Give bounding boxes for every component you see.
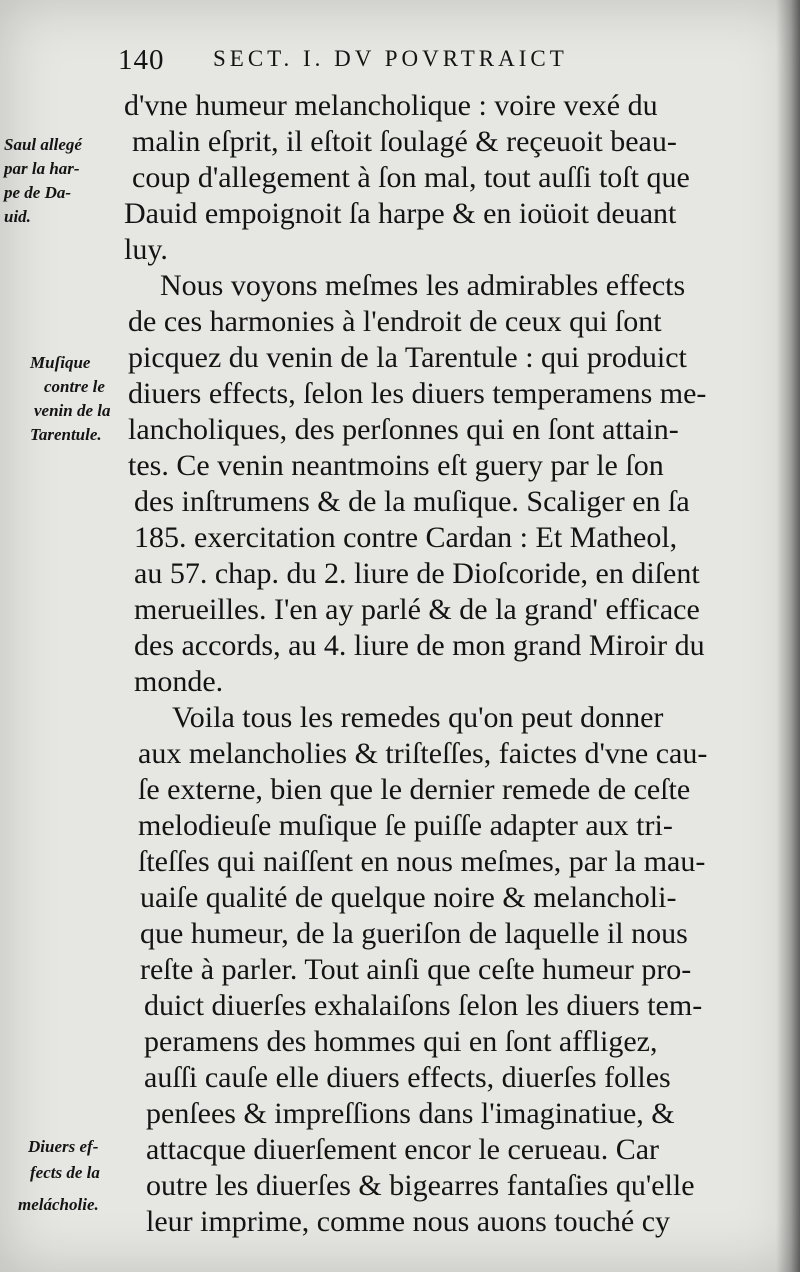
margin-note-saul: Saul allegé [4,135,82,154]
text-line: merueilles. I'en ay parlé & de la grand' efficace [134,593,700,626]
text-line: reſte à parler. Tout ainſi que ceſte humeur pro- [140,953,692,986]
margin-note-musique: contre le [44,377,105,396]
text-line: des inſtrumens & de la muſique. Scaliger en ſa [134,485,690,518]
text-line: ſe externe, bien que le dernier remede de ceſte [138,773,691,806]
text-line: Dauid empoignoit ſa harpe & en ioüoit deuant [124,197,677,230]
text-line: outre les diuerſes & bigearres fantaſies qu'elle [146,1169,695,1202]
margin-note-saul: uid. [4,207,31,226]
text-line: que humeur, de la gueriſon de laquelle il nous [140,917,688,950]
margin-note-musique: venin de la [34,401,111,420]
text-line: Nous voyons meſmes les admirables effects [160,269,686,302]
text-line: attacque diuerſement encor le cerueau. Car [146,1133,660,1166]
margin-note-saul: par la har- [4,159,80,178]
text-line: picquez du venin de la Tarentule : qui produict [128,341,687,374]
text-line: auſſi cauſe elle diuers effects, diuerſes folles [144,1061,671,1094]
text-line: melodieuſe muſique ſe puiſſe adapter aux tri- [138,809,673,842]
text-line: au 57. chap. du 2. liure de Dioſcoride, en diſent [134,557,700,590]
text-line: ſteſſes qui naiſſent en nous meſmes, par la mau- [138,845,706,878]
text-line: uaiſe qualité de quelque noire & melancholi- [140,881,677,914]
text-line: penſees & impreſſions dans l'imaginatiue, & [146,1097,675,1130]
text-line: monde. [134,665,224,698]
text-line: lancholiques, des perſonnes qui en ſont attain- [128,413,679,446]
text-line: d'vne humeur melancholique : voire vexé du [124,89,658,122]
text-line: diuers effects, ſelon les diuers temperamens me- [128,377,707,410]
margin-note-diuers: Diuers ef- [28,1137,99,1156]
text-line: luy. [124,233,168,266]
text-line: Voila tous les remedes qu'on peut donner [172,701,664,734]
text-line: 185. exercitation contre Cardan : Et Matheol, [134,521,678,554]
text-line: peramens des hommes qui en ſont affligez, [144,1025,658,1058]
margin-note-diuers: fects de la [30,1163,100,1182]
text-line: tes. Ce venin neantmoins eſt guery par le ſon [128,449,664,482]
page-edge-shadow [776,0,800,1272]
text-line: de ces harmonies à l'endroit de ceux qui ſont [128,305,662,338]
text-line: leur imprime, comme nous auons touché cy [146,1205,671,1238]
running-title: SECT. I. DV POVRTRAICT [213,46,568,71]
text-line: coup d'allegement à ſon mal, tout auſſi toſt que [132,161,690,194]
text-line: malin eſprit, il eſtoit ſoulagé & reçeuoit beau- [132,125,677,158]
page-number: 140 [118,44,165,76]
margin-note-diuers: melácholie. [18,1195,99,1214]
margin-note-musique: Muſique [30,353,91,372]
page-header [118,44,738,84]
text-line: aux melancholies & triſteſſes, faictes d'vne cau- [138,737,708,770]
margin-note-saul: pe de Da- [4,183,72,202]
margin-note-musique: Tarentule. [30,425,102,444]
text-line: des accords, au 4. liure de mon grand Miroir du [134,629,705,662]
text-line: duict diuerſes exhalaiſons ſelon les diuers tem- [144,989,703,1022]
